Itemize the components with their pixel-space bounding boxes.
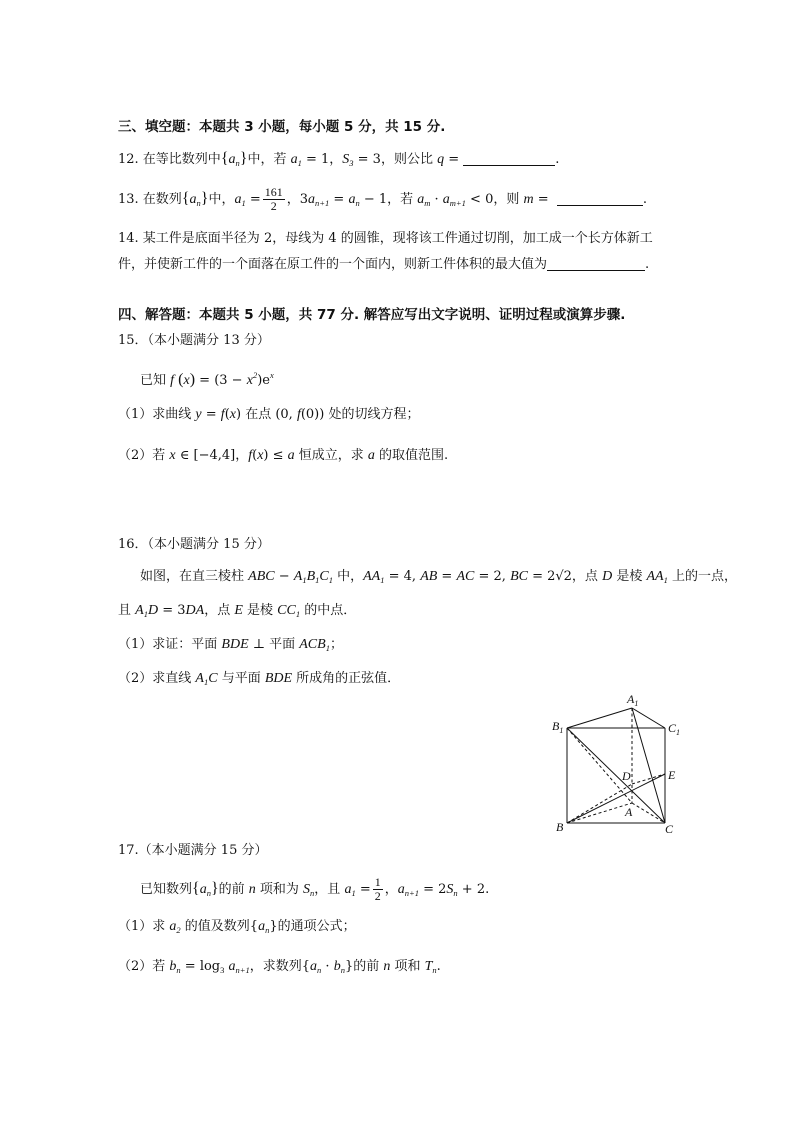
edge-b-a <box>567 803 632 823</box>
line-b1-a <box>567 728 632 803</box>
question-16-part-2: （2）求直线 $A_1C$ 与平面 BDE 所成角的正弦值． <box>118 671 401 687</box>
question-15-part-1: （1）求曲线 y = f(x) 在点 (0, f(0)) 处的切线方程； <box>118 407 420 422</box>
question-16-line-2: 且 $A_1D = 3DA$，点 E 是棱 $CC_1$ 的中点． <box>118 603 357 619</box>
question-16-line-1: 如图，在直三棱柱 ABC − $A_1B_1C_1$ 中，$AA_1 = 4$, AB = AC = 2, BC = 2√2，点 D 是棱 $AA_1$ 上的一点， <box>140 569 737 585</box>
question-15-given: 已知 f $(x) = (3 - x^2)e^x$ <box>140 370 274 388</box>
label-e: E <box>668 768 676 782</box>
question-16-part-1: （1）求证：平面 BDE ⊥ 平面 $ACB_1$； <box>118 637 343 653</box>
label-c: C <box>665 822 674 836</box>
question-17-part-1: （1）求 $a_2$ 的值及数列$\{a_n\}$的通项公式； <box>118 919 356 935</box>
label-a1: $A_1$ <box>627 692 639 708</box>
question-15-header: 15．（本小题满分 13 分） <box>118 333 270 348</box>
question-14-line-2-text: 件，并使新工件的一个面落在原工件的一个面内，则新工件体积的最大值为 <box>118 257 548 272</box>
section-3-heading: 三、填空题：本题共 3 小题，每小题 5 分，共 15 分. <box>118 119 446 135</box>
label-d: D <box>622 769 631 783</box>
question-14-line-2: 件，并使新工件的一个面落在原工件的一个面内，则新工件体积的最大值为 . <box>118 257 650 272</box>
line-b-d <box>567 784 632 823</box>
label-b: B <box>556 820 564 834</box>
fraction-1-2: $\frac{1}{2}$ <box>374 875 381 903</box>
fraction-161-2: $\frac{161}{2}$ <box>264 185 283 213</box>
question-16-header: 16．（本小题满分 15 分） <box>118 537 270 552</box>
edge-b1-a1 <box>567 708 632 728</box>
question-17-header: 17.（本小题满分 15 分） <box>118 843 268 858</box>
question-17-part-2: （2）若 $b_n = \log_3 a_{n+1}$，求数列$\{a_n \cdot b_n\}$的前 n 项和 $T_n$. <box>118 959 441 975</box>
label-a: A <box>625 805 633 819</box>
answer-blank-14 <box>547 256 645 271</box>
label-b1: $B_1$ <box>552 719 564 735</box>
section-4-heading: 四、解答题：本题共 5 小题，共 77 分. 解答应写出文字说明、证明过程或演算步骤. <box>118 307 626 323</box>
question-14-line-1: 14. 某工件是底面半径为 2，母线为 4 的圆锥，现将该工件通过切削，加工成一个长方体新工 <box>118 231 653 246</box>
answer-blank-13 <box>557 191 643 206</box>
question-13: 13. 在数列$\{a_n\}$中，$a_1$ = $\frac{161}{2}$ ，$3a_{n+1} = a_n - 1$，若 $a_m \cdot a_{m+1} < 0$，则 m = . <box>118 185 648 213</box>
question-15-part-2: （2）若 x ∈ [−4,4]，f(x) ≤ a 恒成立，求 a 的取值范围. <box>118 448 449 463</box>
label-c1: $C_1$ <box>668 721 681 737</box>
answer-blank-12 <box>463 151 555 166</box>
prism-figure <box>540 688 700 838</box>
line-b1-c <box>567 728 665 823</box>
question-12: 12. 在等比数列中$\{a_n\}$中，若 $a_1 = 1$，$S_3 = 3$，则公比 q = . <box>118 150 560 168</box>
line-b-e <box>567 774 665 823</box>
question-17-given: 已知数列$\{a_n\}$的前 n 项和为 $S_n$，且 $a_1$ = $\frac{1}{2}$ ，$a_{n+1} = 2S_n + 2$. <box>140 875 490 903</box>
